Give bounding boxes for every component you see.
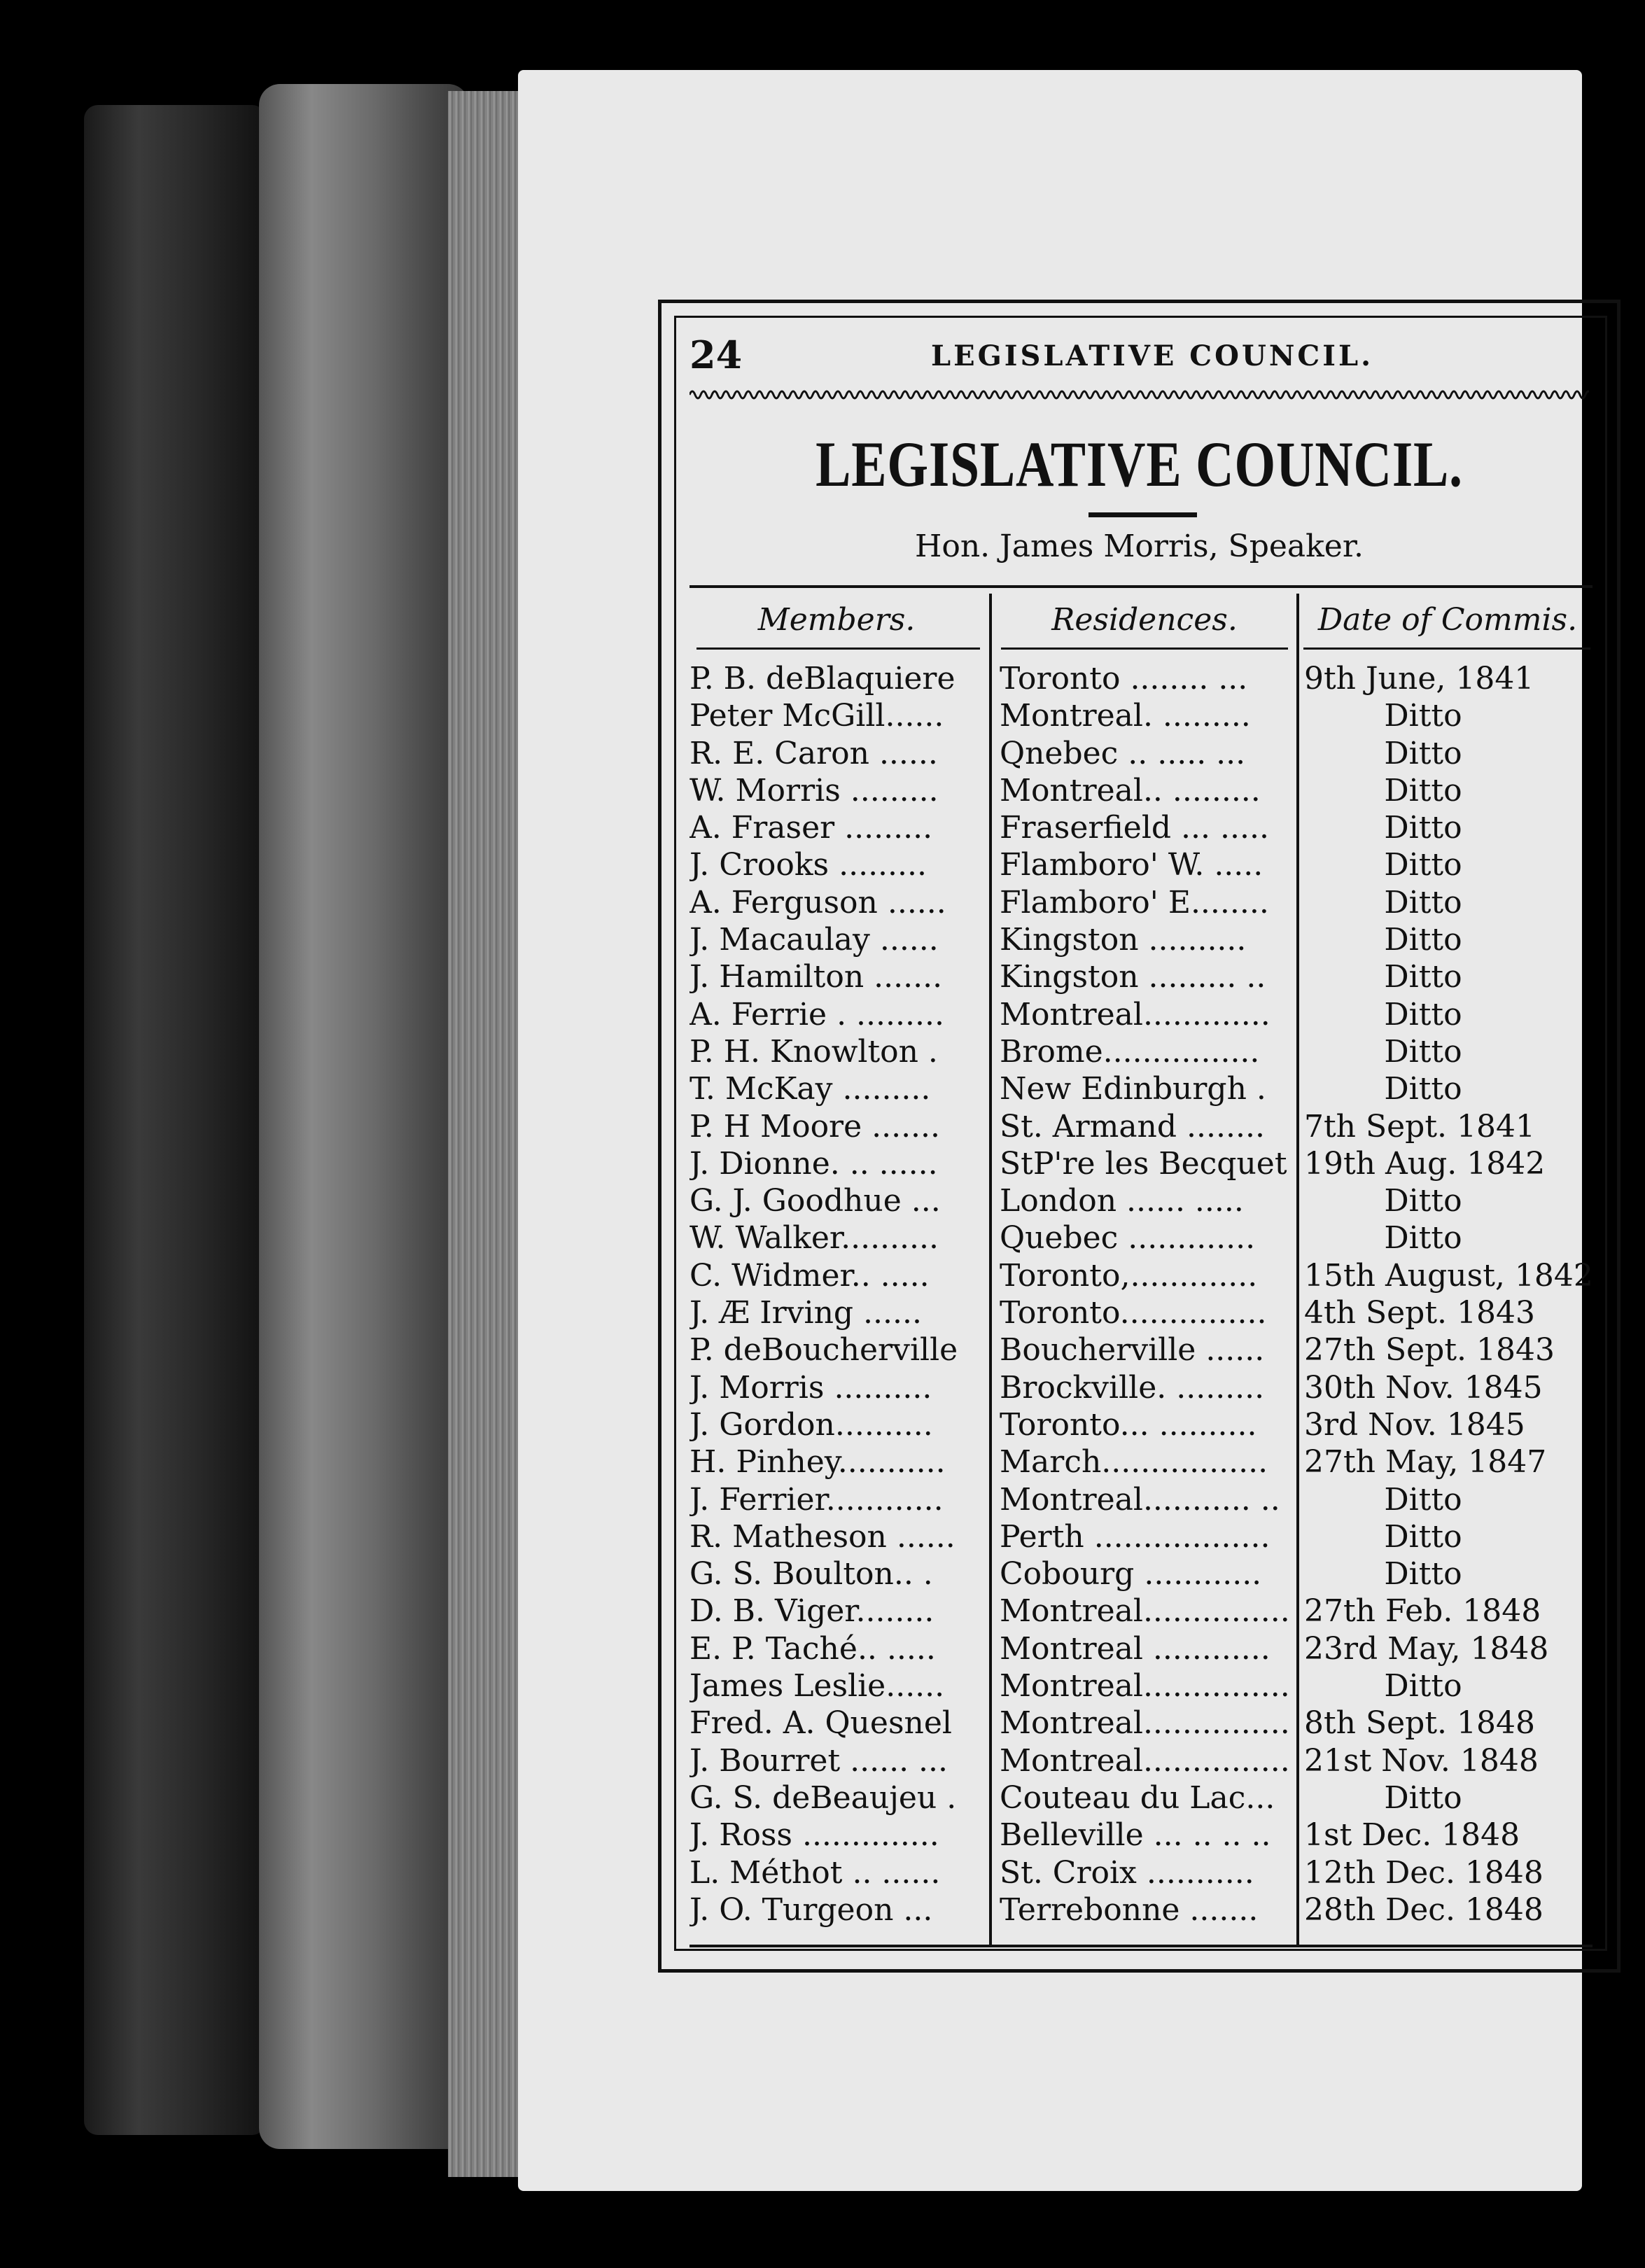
book-spine-fold (259, 84, 469, 2149)
residence: Toronto............... (1000, 1295, 1267, 1331)
residence: Montreal............... (1000, 1742, 1290, 1779)
commission-date: 28th Dec. 1848 (1304, 1891, 1544, 1928)
wavy-rule (690, 386, 1589, 403)
header-underline-date (1303, 648, 1590, 650)
table-row (690, 1219, 1600, 1256)
members-table (690, 660, 1600, 1928)
member-name: E. P. Taché.. ..... (690, 1630, 936, 1667)
residence: March................. (1000, 1444, 1268, 1480)
commission-date: Ditto (1384, 1071, 1462, 1107)
table-row (690, 1182, 1600, 1219)
residence: Kingston .......... (1000, 922, 1247, 958)
table-row (690, 1369, 1600, 1406)
commission-date: Ditto (1384, 1183, 1462, 1219)
commission-date: Ditto (1384, 996, 1462, 1032)
table-row (690, 1145, 1600, 1182)
commission-date: 1st Dec. 1848 (1304, 1817, 1520, 1854)
residence: Montreal........... .. (1000, 1481, 1280, 1518)
table-row (690, 1555, 1600, 1592)
table-row (690, 772, 1600, 809)
commission-date: Ditto (1384, 772, 1462, 808)
table-row (690, 1406, 1600, 1443)
commission-date: 27th May, 1847 (1304, 1444, 1547, 1480)
member-name: L. Méthot .. ...... (690, 1854, 941, 1891)
commission-date: 4th Sept. 1843 (1304, 1295, 1535, 1331)
residence: StP're les Becquet (1000, 1145, 1287, 1182)
table-top-rule (690, 585, 1592, 588)
residence: Montreal............... (1000, 1593, 1290, 1630)
commission-date: Ditto (1384, 735, 1462, 771)
residence: Perth .................. (1000, 1518, 1270, 1555)
table-row (690, 1891, 1600, 1928)
table-row (690, 996, 1600, 1033)
member-name: C. Widmer.. ..... (690, 1257, 930, 1294)
member-name: A. Ferrie . ......... (690, 996, 944, 1032)
residence: Montreal.. ......... (1000, 772, 1261, 808)
commission-date: Ditto (1384, 1779, 1462, 1816)
member-name: P. H. Knowlton . (690, 1033, 938, 1070)
commission-date: Ditto (1384, 1033, 1462, 1070)
commission-date: 12th Dec. 1848 (1304, 1854, 1544, 1891)
member-name: J. Ross .............. (690, 1817, 939, 1854)
residence: Couteau du Lac... (1000, 1779, 1275, 1816)
residence: Montreal............. (1000, 996, 1270, 1032)
commission-date: Ditto (1384, 922, 1462, 958)
member-name: G. J. Goodhue ... (690, 1183, 941, 1219)
table-row (690, 735, 1600, 772)
residence: Belleville ... .. .. .. (1000, 1817, 1271, 1854)
table-row (690, 1294, 1600, 1331)
residence: London ...... ..... (1000, 1183, 1244, 1219)
residence: Montreal............... (1000, 1668, 1290, 1704)
member-name: P. B. deBlaquiere (690, 661, 955, 696)
header-date: Date of Commis. (1317, 602, 1578, 638)
commission-date: Ditto (1384, 1220, 1462, 1256)
residence: Brome................ (1000, 1033, 1260, 1070)
header-members: Members. (757, 602, 916, 638)
residence: Montreal ............ (1000, 1630, 1270, 1667)
table-row (690, 1667, 1600, 1704)
table-row (690, 1070, 1600, 1107)
member-name: H. Pinhey........... (690, 1444, 946, 1480)
member-name: J. Crooks ......... (690, 847, 927, 883)
table-row (690, 921, 1600, 958)
member-name: J. Gordon.......... (690, 1406, 933, 1443)
table-row (690, 846, 1600, 883)
residence: Flamboro' W. ..... (1000, 847, 1264, 883)
member-name: J. Ferrier............ (690, 1481, 944, 1518)
residence: New Edinburgh . (1000, 1071, 1266, 1107)
residence: Fraserfield ... ..... (1000, 810, 1269, 846)
commission-date: Ditto (1384, 1556, 1462, 1592)
commission-date: 21st Nov. 1848 (1304, 1742, 1539, 1779)
member-name: W. Walker.......... (690, 1220, 939, 1256)
member-name: P. H Moore ....... (690, 1108, 941, 1144)
member-name: R. Matheson ...... (690, 1518, 955, 1555)
commission-date: Ditto (1384, 810, 1462, 846)
member-name: J. Hamilton ....... (690, 959, 943, 995)
commission-date: 8th Sept. 1848 (1304, 1705, 1535, 1742)
header-underline-members (696, 648, 980, 650)
residence: Montreal. ......... (1000, 698, 1251, 734)
table-row (690, 1481, 1600, 1518)
table-row (690, 1779, 1600, 1816)
running-head (690, 332, 1578, 382)
residence: St. Croix ........... (1000, 1854, 1254, 1891)
commission-date: Ditto (1384, 698, 1462, 734)
residence: Toronto ........ ... (1000, 661, 1248, 696)
table-row (690, 1518, 1600, 1555)
member-name: Fred. A. Quesnel (690, 1705, 952, 1742)
member-name: J. Æ Irving ...... (690, 1295, 922, 1331)
residence: Quebec ............. (1000, 1220, 1256, 1256)
commission-date: 7th Sept. 1841 (1304, 1108, 1535, 1144)
member-name: A. Ferguson ...... (690, 884, 946, 920)
commission-date: 27th Feb. 1848 (1304, 1593, 1541, 1630)
commission-date: Ditto (1384, 959, 1462, 995)
member-name: J. Macaulay ...... (690, 922, 939, 958)
header-residences: Residences. (1051, 602, 1238, 638)
member-name: T. McKay ......... (690, 1071, 931, 1107)
commission-date: Ditto (1384, 1668, 1462, 1704)
commission-date: 19th Aug. 1842 (1304, 1145, 1546, 1182)
member-name: J. Dionne. .. ...... (690, 1145, 938, 1182)
commission-date: 3rd Nov. 1845 (1304, 1406, 1525, 1443)
table-row (690, 660, 1600, 697)
commission-date: 30th Nov. 1845 (1304, 1369, 1543, 1406)
title-underline (1088, 512, 1197, 517)
residence: St. Armand ........ (1000, 1108, 1265, 1144)
residence: Boucherville ...... (1000, 1332, 1265, 1368)
table-row (690, 1331, 1600, 1368)
table-row (690, 1742, 1600, 1779)
table-row (690, 809, 1600, 846)
member-name: J. Bourret ...... ... (690, 1742, 948, 1779)
residence: Brockville. ......... (1000, 1369, 1265, 1406)
page-title: LEGISLATIVE COUNCIL. (816, 428, 1463, 500)
commission-date: 27th Sept. 1843 (1304, 1332, 1555, 1368)
member-name: A. Fraser ......... (690, 810, 933, 846)
running-head-title: LEGISLATIVE COUNCIL. (931, 340, 1373, 372)
table-row (690, 1443, 1600, 1480)
residence: Qnebec .. ..... ... (1000, 735, 1246, 771)
commission-date: Ditto (1384, 1481, 1462, 1518)
table-row (690, 697, 1600, 734)
member-name: G. S. deBeaujeu . (690, 1779, 957, 1816)
residence: Montreal............... (1000, 1705, 1290, 1742)
member-name: G. S. Boulton.. . (690, 1556, 933, 1592)
residence: Cobourg ............ (1000, 1556, 1262, 1592)
book-spine (84, 105, 266, 2135)
commission-date: 23rd May, 1848 (1304, 1630, 1549, 1667)
member-name: W. Morris ......... (690, 772, 939, 808)
commission-date: Ditto (1384, 1518, 1462, 1555)
residence: Flamboro' E........ (1000, 884, 1269, 920)
table-row (690, 1704, 1600, 1742)
table-row (690, 1854, 1600, 1891)
member-name: P. deBoucherville (690, 1332, 958, 1368)
table-row (690, 1033, 1600, 1070)
speaker-line: Hon. James Morris, Speaker. (914, 528, 1364, 564)
commission-date: 9th June, 1841 (1304, 661, 1534, 696)
header-underline-residences (1001, 648, 1288, 650)
member-name: D. B. Viger........ (690, 1593, 934, 1630)
table-row (690, 958, 1600, 995)
residence: Kingston ......... .. (1000, 959, 1266, 995)
member-name: J. O. Turgeon ... (690, 1891, 933, 1928)
table-row (690, 884, 1600, 921)
commission-date: Ditto (1384, 847, 1462, 883)
residence: Toronto,............. (1000, 1257, 1258, 1294)
commission-date: 15th August, 1842 (1304, 1257, 1593, 1294)
page-number: 24 (690, 332, 743, 377)
table-row (690, 1108, 1600, 1145)
table-row (690, 1592, 1600, 1630)
member-name: Peter McGill...... (690, 698, 944, 734)
residence: Terrebonne ....... (1000, 1891, 1259, 1928)
member-name: J. Morris .......... (690, 1369, 932, 1406)
member-name: R. E. Caron ...... (690, 735, 938, 771)
member-name: James Leslie...... (690, 1668, 945, 1704)
table-row (690, 1630, 1600, 1667)
commission-date: Ditto (1384, 884, 1462, 920)
table-bottom-rule (690, 1945, 1592, 1947)
table-row (690, 1257, 1600, 1294)
table-row (690, 1816, 1600, 1854)
residence: Toronto... .......... (1000, 1406, 1257, 1443)
